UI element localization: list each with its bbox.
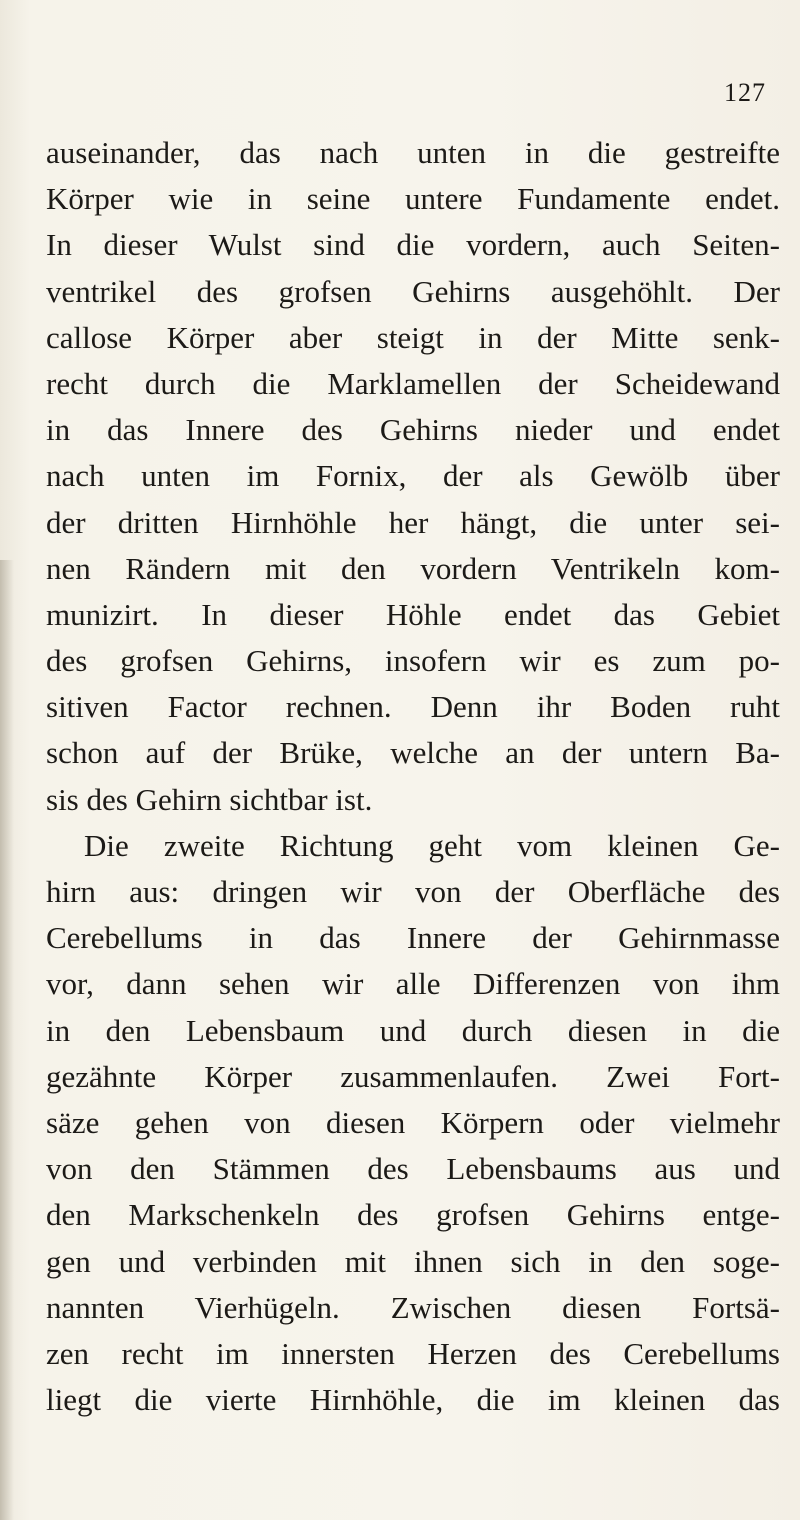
text-line: säze gehen von diesen Körpern oder vielmehr [46, 1104, 780, 1140]
text-line: hirn aus: dringen wir von der Oberfläche des [46, 874, 780, 909]
text-line: In dieser Wulst sind die vordern, auch Seiten- [46, 227, 780, 263]
text-line: nen Rändern mit den vordern Ventrikeln kom- [46, 550, 780, 586]
text-line: zen recht im innersten Herzen des Cerebellums [46, 1335, 780, 1371]
page-number: 127 [724, 78, 766, 107]
body-text [46, 130, 780, 1423]
text-line: sis des Gehirn sichtbar ist. [46, 781, 373, 817]
text-line: ventrikel des grofsen Gehirns ausgehöhlt. Der [46, 273, 780, 309]
text-line: vor, dann sehen wir alle Differenzen von ihm [46, 966, 780, 1002]
text-line: gezähnte Körper zusammenlaufen. Zwei Fort- [46, 1058, 780, 1094]
text-line: Die zweite Richtung geht vom kleinen Ge- [84, 827, 780, 863]
text-line: sitiven Factor rechnen. Denn ihr Boden ruht [46, 689, 780, 725]
text-line: schon auf der Brüke, welche an der untern Ba- [46, 735, 780, 771]
text-line: in das Innere des Gehirns nieder und endet [46, 412, 780, 448]
text-line: von den Stämmen des Lebensbaums aus und [46, 1151, 780, 1187]
text-line: nannten Vierhügeln. Zwischen diesen Fortsä- [46, 1289, 780, 1325]
text-line: der dritten Hirnhöhle her hängt, die unter sei- [46, 504, 780, 540]
text-line: auseinander, das nach unten in die gestreifte [46, 135, 780, 170]
text-line: Cerebellums in das Innere der Gehirnmasse [46, 920, 780, 956]
text-line: gen und verbinden mit ihnen sich in den soge- [46, 1243, 780, 1279]
text-line: liegt die vierte Hirnhöhle, die im kleinen das [46, 1382, 780, 1418]
text-line: recht durch die Marklamellen der Scheidewand [46, 365, 780, 401]
text-line: munizirt. In dieser Höhle endet das Gebiet [46, 596, 780, 632]
text-line: Körper wie in seine untere Fundamente endet. [46, 181, 780, 217]
text-line: des grofsen Gehirns, insofern wir es zum po- [46, 643, 780, 679]
spine-shadow [0, 560, 14, 1520]
text-line: nach unten im Fornix, der als Gewölb über [46, 458, 780, 494]
text-line: callose Körper aber steigt in der Mitte senk- [46, 319, 780, 355]
text-line: den Markschenkeln des grofsen Gehirns entge- [46, 1197, 780, 1233]
text-line: in den Lebensbaum und durch diesen in die [46, 1012, 780, 1048]
